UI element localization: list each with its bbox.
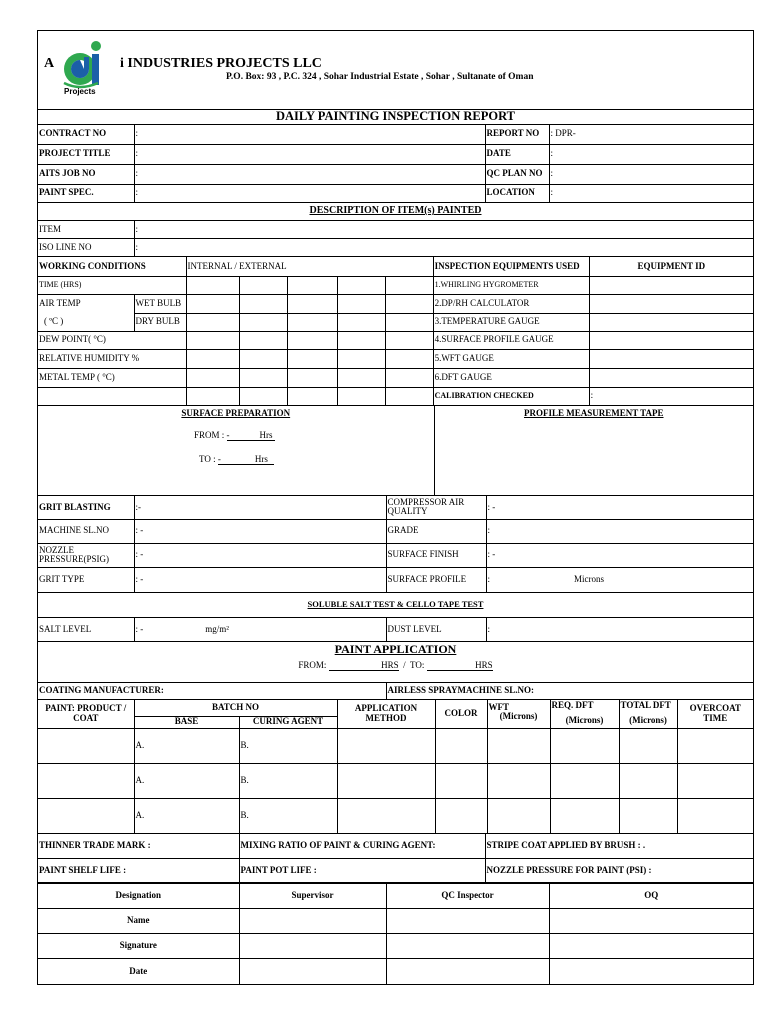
- surface-from-label: FROM :: [194, 429, 225, 440]
- col-req-label: REQ. DFT: [551, 700, 594, 710]
- table-row: [38, 763, 753, 798]
- col-wft-label: WFT: [488, 702, 510, 712]
- report-no-label: REPORT NO: [485, 124, 549, 144]
- total-dft-cell[interactable]: [619, 798, 677, 833]
- base-cell[interactable]: A.: [134, 763, 239, 798]
- grade-label: GRADE: [386, 519, 486, 543]
- aits-job-no-label: AITS JOB NO: [38, 164, 134, 184]
- surface-to-field[interactable]: [218, 455, 274, 465]
- iso-line-field[interactable]: :: [134, 239, 753, 257]
- base-cell[interactable]: A.: [134, 798, 239, 833]
- paint-to-hrs: HRS: [475, 659, 493, 670]
- name-label: Name: [38, 909, 239, 934]
- curing-cell[interactable]: B.: [239, 763, 337, 798]
- company-header: [38, 31, 753, 110]
- salt-level-field[interactable]: [134, 618, 386, 642]
- metal-temp-label: METAL TEMP ( °C): [38, 368, 186, 387]
- grit-type-field[interactable]: : -: [134, 567, 386, 592]
- grit-blasting-field[interactable]: :-: [134, 496, 386, 519]
- coating-manufacturer-label[interactable]: COATING MANUFACTURER:: [38, 683, 386, 700]
- surface-profile-field[interactable]: [486, 567, 753, 592]
- qc-plan-no-label: QC PLAN NO: [485, 164, 549, 184]
- supervisor-signature-cell[interactable]: [239, 934, 386, 959]
- thinner-field[interactable]: THINNER TRADE MARK :: [38, 834, 239, 859]
- dew-point-cell[interactable]: [239, 331, 287, 349]
- surface-finish-field[interactable]: : -: [486, 543, 753, 567]
- time-cell[interactable]: [186, 276, 239, 294]
- surface-from-hrs: Hrs: [259, 429, 273, 440]
- paint-application-box: [38, 642, 753, 682]
- wet-bulb-label: WET BULB: [134, 294, 186, 313]
- surface-preparation-title: SURFACE PREPARATION: [181, 407, 291, 418]
- time-cell[interactable]: [385, 276, 433, 294]
- pot-life-field[interactable]: PAINT POT LIFE :: [239, 859, 485, 883]
- col-req-unit: (Microns): [565, 715, 604, 726]
- equipment-item: 2.DP/RH CALCULATOR: [433, 294, 589, 313]
- blank-cell[interactable]: [287, 387, 337, 405]
- description-table: [38, 203, 753, 258]
- grit-type-label: GRIT TYPE: [38, 567, 134, 592]
- humidity-cell[interactable]: [239, 349, 287, 368]
- iso-line-label: ISO LINE NO: [38, 239, 134, 257]
- base-cell[interactable]: A.: [134, 728, 239, 763]
- wet-bulb-cell[interactable]: [239, 294, 287, 313]
- paint-cell[interactable]: [38, 763, 134, 798]
- working-conditions-table: [38, 257, 753, 406]
- stripe-coat-field[interactable]: [485, 834, 753, 859]
- equipment-id-cell[interactable]: [589, 349, 753, 368]
- item-label: ITEM: [38, 221, 134, 239]
- paint-slash: /: [403, 659, 406, 670]
- date-field[interactable]: :: [549, 144, 753, 164]
- supervisor-date-cell[interactable]: [239, 959, 386, 984]
- blank-cell: [38, 387, 186, 405]
- table-row: [38, 728, 753, 763]
- compressor-field[interactable]: : -: [486, 496, 753, 519]
- curing-cell[interactable]: B.: [239, 798, 337, 833]
- req-dft-cell[interactable]: [550, 728, 619, 763]
- project-title-label: PROJECT TITLE: [38, 144, 134, 164]
- col-total-dft: [619, 700, 677, 728]
- supervisor-label: Supervisor: [239, 884, 386, 909]
- supervisor-name-cell[interactable]: [239, 909, 386, 934]
- stripe-coat-value: .: [642, 840, 646, 851]
- curing-cell[interactable]: B.: [239, 728, 337, 763]
- metal-temp-cell[interactable]: [337, 368, 385, 387]
- paint-spec-field[interactable]: :: [134, 184, 485, 202]
- blank-cell[interactable]: [337, 387, 385, 405]
- time-cell[interactable]: [287, 276, 337, 294]
- paint-from-label: FROM:: [298, 659, 327, 670]
- internal-external-label: INTERNAL / EXTERNAL: [186, 257, 433, 276]
- wet-bulb-cell[interactable]: [287, 294, 337, 313]
- paint-cell[interactable]: [38, 728, 134, 763]
- paint-to-label: TO:: [410, 659, 425, 670]
- humidity-cell[interactable]: [337, 349, 385, 368]
- air-temp-unit: ( ºC ): [38, 313, 134, 331]
- grade-field[interactable]: :: [486, 519, 753, 543]
- shelf-life-field[interactable]: PAINT SHELF LIFE :: [38, 859, 239, 883]
- surface-profile-colon: :: [487, 573, 491, 584]
- paint-cell[interactable]: [38, 798, 134, 833]
- profile-tape-title: PROFILE MEASUREMENT TAPE: [523, 407, 664, 418]
- humidity-label: RELATIVE HUMIDITY %: [38, 349, 186, 368]
- nozzle-field[interactable]: : -: [134, 543, 386, 567]
- dry-bulb-cell[interactable]: [239, 313, 287, 331]
- blank-cell[interactable]: [186, 387, 239, 405]
- total-dft-cell[interactable]: [619, 763, 677, 798]
- nozzle-paint-field[interactable]: NOZZLE PRESSURE FOR PAINT (PSI) :: [485, 859, 753, 883]
- qc-inspector-label: QC Inspector: [386, 884, 549, 909]
- paint-to-field[interactable]: [427, 661, 493, 671]
- paint-from-field[interactable]: [329, 661, 399, 671]
- equipment-item: 4.SURFACE PROFILE GAUGE: [433, 331, 589, 349]
- signature-label: Signature: [38, 934, 239, 959]
- qc-name-cell[interactable]: [386, 909, 549, 934]
- col-req-dft: [550, 700, 619, 728]
- oq-label: OQ: [549, 884, 753, 909]
- method-cell[interactable]: [337, 798, 435, 833]
- dew-point-label: DEW POINT( °C): [38, 331, 186, 349]
- dry-bulb-cell[interactable]: [385, 313, 433, 331]
- working-conditions-title: WORKING CONDITIONS: [38, 257, 186, 276]
- nozzle-label: NOZZLE PRESSURE(PSIG): [38, 543, 134, 567]
- surface-preparation-table: [38, 406, 753, 497]
- dust-level-field[interactable]: :: [486, 618, 753, 642]
- date-row-label: Date: [38, 959, 239, 984]
- contract-no-field[interactable]: :: [134, 124, 485, 144]
- wft-cell[interactable]: [487, 763, 550, 798]
- overcoat-cell[interactable]: [677, 728, 753, 763]
- surface-from-dash: -: [226, 429, 230, 440]
- salt-level-unit: mg/m²: [205, 623, 229, 634]
- wet-bulb-cell[interactable]: [385, 294, 433, 313]
- humidity-cell[interactable]: [287, 349, 337, 368]
- dry-bulb-cell[interactable]: [186, 313, 239, 331]
- company-prefix: A: [44, 56, 55, 71]
- equipment-id-cell[interactable]: [589, 313, 753, 331]
- machine-label: MACHINE SL.NO: [38, 519, 134, 543]
- paint-from-hrs: HRS: [381, 659, 399, 670]
- paint-product-table: [38, 700, 753, 834]
- metal-temp-cell[interactable]: [385, 368, 433, 387]
- paint-spec-label: PAINT SPEC.: [38, 184, 134, 202]
- equipment-item: 5.WFT GAUGE: [433, 349, 589, 368]
- mixing-ratio-field[interactable]: MIXING RATIO OF PAINT & CURING AGENT:: [239, 834, 485, 859]
- salt-level-label: SALT LEVEL: [38, 618, 134, 642]
- project-title-field[interactable]: :: [134, 144, 485, 164]
- compressor-label: COMPRESSOR AIR QUALITY: [386, 496, 486, 519]
- col-base: BASE: [134, 716, 239, 728]
- equipment-used-title: INSPECTION EQUIPMENTS USED: [433, 257, 589, 276]
- table-row: [38, 798, 753, 833]
- footer-fields-table: [38, 834, 753, 884]
- air-temp-label: AIR TEMP: [38, 294, 134, 313]
- equipment-id-cell[interactable]: [589, 331, 753, 349]
- surface-to-hrs: Hrs: [254, 453, 268, 464]
- logo-caption: Projects: [64, 87, 96, 96]
- color-cell[interactable]: [435, 763, 487, 798]
- metal-temp-cell[interactable]: [186, 368, 239, 387]
- wft-cell[interactable]: [487, 798, 550, 833]
- equipment-item: 1.WHIRLING HYGROMETER: [433, 276, 589, 294]
- report-title: DAILY PAINTING INSPECTION REPORT: [38, 110, 753, 124]
- dew-point-cell[interactable]: [385, 331, 433, 349]
- qc-date-cell[interactable]: [386, 959, 549, 984]
- col-wft-unit: (Microns): [499, 711, 538, 722]
- description-title: DESCRIPTION OF ITEM(s) PAINTED: [38, 203, 753, 221]
- inspection-report-form: [37, 30, 754, 985]
- equipment-item: 6.DFT GAUGE: [433, 368, 589, 387]
- overcoat-cell[interactable]: [677, 763, 753, 798]
- time-cell[interactable]: [337, 276, 385, 294]
- date-label: DATE: [485, 144, 549, 164]
- surface-from-field[interactable]: [227, 431, 275, 441]
- col-total-unit: (Microns): [629, 715, 667, 726]
- req-dft-cell[interactable]: [550, 798, 619, 833]
- qc-signature-cell[interactable]: [386, 934, 549, 959]
- salt-test-table: [38, 593, 753, 643]
- company-name: i INDUSTRIES PROJECTS LLC: [120, 56, 322, 71]
- profile-tape-box[interactable]: [434, 406, 753, 496]
- col-paint-product: PAINT: PRODUCT / COAT: [38, 700, 134, 728]
- oq-date-cell[interactable]: [549, 959, 753, 984]
- col-application-method: APPLICATION METHOD: [337, 700, 435, 728]
- paint-application-header: [38, 642, 753, 683]
- salt-test-title: SOLUBLE SALT TEST & CELLO TAPE TEST: [38, 593, 753, 618]
- blank-cell[interactable]: [239, 387, 287, 405]
- color-cell[interactable]: [435, 798, 487, 833]
- metal-temp-cell[interactable]: [239, 368, 287, 387]
- equipment-id-cell[interactable]: [589, 294, 753, 313]
- grit-blasting-table: [38, 496, 753, 593]
- surface-profile-label: SURFACE PROFILE: [386, 567, 486, 592]
- signature-table: [38, 883, 753, 984]
- col-overcoat-time: OVERCOAT TIME: [677, 700, 753, 728]
- surface-preparation-box: [38, 406, 434, 496]
- equipment-id-cell[interactable]: [589, 368, 753, 387]
- method-cell[interactable]: [337, 728, 435, 763]
- col-batch-no: BATCH NO: [134, 700, 337, 716]
- oq-name-cell[interactable]: [549, 909, 753, 934]
- oq-signature-cell[interactable]: [549, 934, 753, 959]
- time-label: TIME (HRS): [38, 276, 186, 294]
- salt-level-value: : -: [135, 623, 144, 634]
- location-field[interactable]: :: [549, 184, 753, 202]
- blank-cell[interactable]: [385, 387, 433, 405]
- col-color: COLOR: [435, 700, 487, 728]
- method-cell[interactable]: [337, 763, 435, 798]
- qc-plan-no-field[interactable]: :: [549, 164, 753, 184]
- req-dft-cell[interactable]: [550, 763, 619, 798]
- dew-point-cell[interactable]: [186, 331, 239, 349]
- col-curing-agent: CURING AGENT: [239, 716, 337, 728]
- wft-cell[interactable]: [487, 728, 550, 763]
- coating-table: [38, 683, 753, 701]
- total-dft-cell[interactable]: [619, 728, 677, 763]
- report-no-field[interactable]: : DPR-: [549, 124, 753, 144]
- equipment-item: 3.TEMPERATURE GAUGE: [433, 313, 589, 331]
- surface-to-label: TO :: [199, 453, 216, 464]
- time-cell[interactable]: [239, 276, 287, 294]
- col-wft: [487, 700, 550, 728]
- metal-temp-cell[interactable]: [287, 368, 337, 387]
- calibration-field[interactable]: :: [589, 387, 753, 405]
- location-label: LOCATION: [485, 184, 549, 202]
- contract-no-label: CONTRACT NO: [38, 124, 134, 144]
- humidity-cell[interactable]: [186, 349, 239, 368]
- surface-to-dash: -: [217, 453, 221, 464]
- item-field[interactable]: :: [134, 221, 753, 239]
- wet-bulb-cell[interactable]: [186, 294, 239, 313]
- designation-label: Designation: [38, 884, 239, 909]
- surface-finish-label: SURFACE FINISH: [386, 543, 486, 567]
- calibration-label: CALIBRATION CHECKED: [433, 387, 589, 405]
- report-info-table: [38, 110, 753, 203]
- surface-profile-unit: Microns: [574, 573, 605, 584]
- color-cell[interactable]: [435, 728, 487, 763]
- aits-job-no-field[interactable]: :: [134, 164, 485, 184]
- dry-bulb-cell[interactable]: [337, 313, 385, 331]
- col-total-label: TOTAL DFT: [620, 700, 671, 710]
- grit-blasting-label: GRIT BLASTING: [38, 496, 134, 519]
- paint-application-title: PAINT APPLICATION: [334, 642, 457, 656]
- wet-bulb-cell[interactable]: [337, 294, 385, 313]
- equipment-id-cell[interactable]: [589, 276, 753, 294]
- dry-bulb-cell[interactable]: [287, 313, 337, 331]
- machine-field[interactable]: : -: [134, 519, 386, 543]
- company-address: P.O. Box: 93 , P.C. 324 , Sohar Industrial Estate , Sohar , Sultanate of Oman: [226, 72, 534, 82]
- dry-bulb-label: DRY BULB: [134, 313, 186, 331]
- equipment-id-title: EQUIPMENT ID: [589, 257, 753, 276]
- dust-level-label: DUST LEVEL: [386, 618, 486, 642]
- humidity-cell[interactable]: [385, 349, 433, 368]
- dew-point-cell[interactable]: [287, 331, 337, 349]
- overcoat-cell[interactable]: [677, 798, 753, 833]
- dew-point-cell[interactable]: [337, 331, 385, 349]
- airless-machine-label[interactable]: AIRLESS SPRAYMACHINE SL.NO:: [386, 683, 753, 700]
- stripe-coat-label: STRIPE COAT APPLIED BY BRUSH :: [486, 840, 641, 851]
